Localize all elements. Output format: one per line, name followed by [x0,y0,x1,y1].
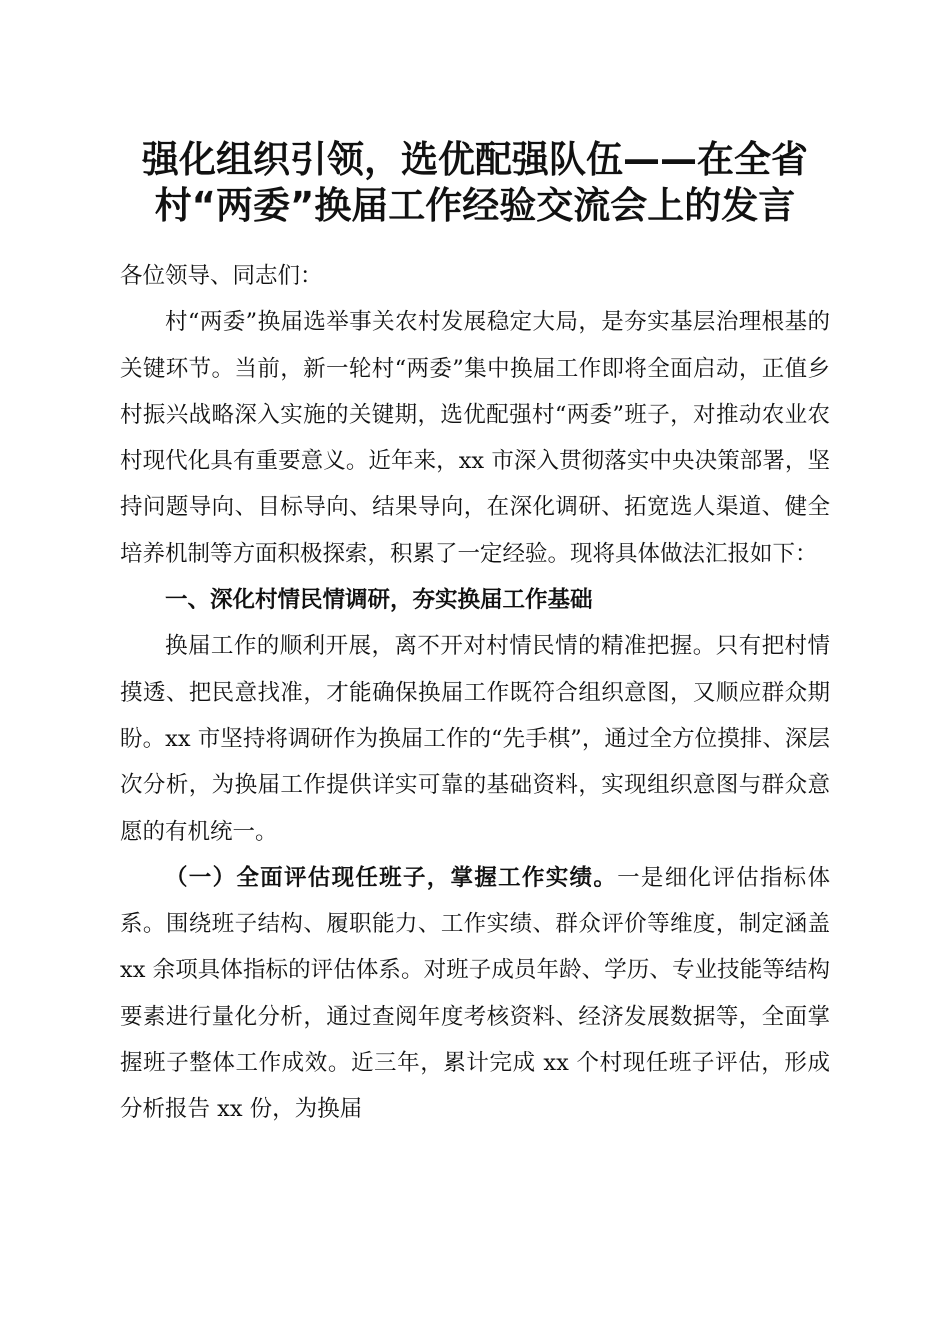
section-1-heading: 一、深化村情民情调研，夯实换届工作基础 [165,587,593,614]
salutation: 各位领导、同志们： [120,263,323,289]
subsection-1-text: 一是细化评估指标体系。围绕班子结构、履职能力、工作实绩、群众评价等维度，制定涵盖 xx 余项具体指标的评估体系。对班子成员年龄、学历、专业技能等结构要素进行量化分析，通过查阅年度考核资料、经济发展数据等，全面掌握班子整体工作成效。近三年，累计完成 xx 个村现任班子评估，形成分析报告 xx 份，为换届 [120,864,830,1123]
subsection-1-lead: （一）全面评估现任班子，掌握工作实绩。 [165,864,618,891]
document-body [120,253,830,1133]
intro-paragraph: 村“两委”换届选举事关农村发展稳定大局，是夯实基层治理根基的关键环节。当前，新一轮村“两委”集中换届工作即将全面启动，正值乡村振兴战略深入实施的关键期，选优配强村“两委”班子，对推动农业农村现代化具有重要意义。近年来，xx 市深入贯彻落实中央决策部署，坚持问题导向、目标导向、结果导向，在深化调研、拓宽选人渠道、健全培养机制等方面积极探索，积累了一定经验。现将具体做法汇报如下： [120,309,830,567]
section-1-paragraph: 换届工作的顺利开展，离不开对村情民情的精准把握。只有把村情摸透、把民意找准，才能确保换届工作既符合组织意图，又顺应群众期盼。xx 市坚持将调研作为换届工作的“先手棋”，通过全方位摸排、深层次分析，为换届工作提供详实可靠的基础资料，实现组织意图与群众意愿的有机统一。 [120,633,830,845]
document-title-line-2: 村“两委”换届工作经验交流会上的发言 [154,184,796,227]
subsection-1-paragraph [120,855,830,1133]
document-title-line-1: 强化组织引领，选优配强队伍——在全省 [142,138,808,181]
